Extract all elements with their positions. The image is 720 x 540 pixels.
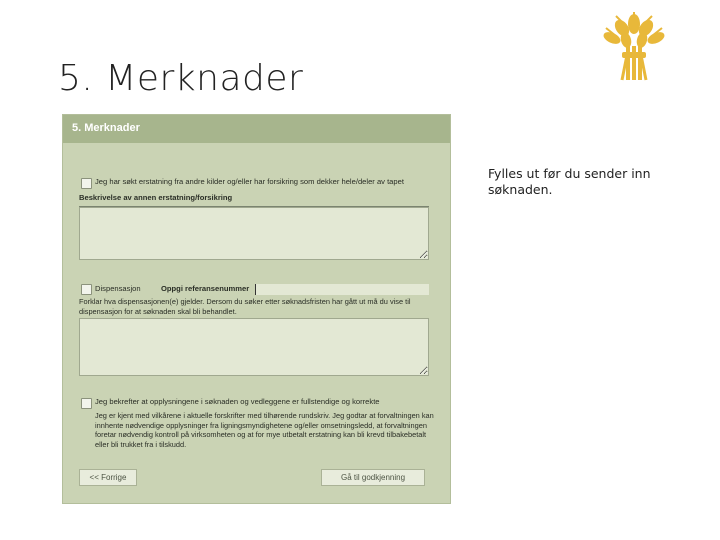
dispensation-description: Forklar hva dispensasjonen(e) gjelder. Dersom du søker etter søknadsfristen har gått ut må du vise til dispensasjon for at søknaden skal bli behandlet. [79, 297, 411, 316]
reference-number-input[interactable] [255, 284, 429, 295]
confirm-description: Jeg er kjent med vilkårene i aktuelle forskrifter med tilhørende rundskriv. Jeg godtar at forvaltningen kan innhente nødvendige opplysninger fra ligningsmyndighetene og/eller omsetningsledd, at forvaltningen foretar nødvendig kontroll på virksomheten og at for mye utbetalt erstatning kan bli krevd tilbakebetalt eller bli trukket fra i tilskudd. [95, 411, 434, 449]
confirm-checkbox[interactable] [81, 398, 92, 409]
previous-button[interactable]: << Forrige [79, 469, 137, 486]
reference-number-label: Oppgi referansenummer [161, 284, 250, 293]
slide-title: 5. Merknader [58, 58, 304, 99]
side-note: Fylles ut før du sender inn søknaden. [488, 166, 651, 197]
go-to-approval-button[interactable]: Gå til godkjenning [321, 469, 425, 486]
compensation-textarea[interactable] [79, 207, 429, 260]
confirm-checkbox-label: Jeg bekrefter at opplysningene i søknaden og vedleggene er fullstendige og korrekte [95, 397, 380, 406]
compensation-checkbox[interactable] [81, 178, 92, 189]
wheat-sheaf-icon [596, 10, 672, 82]
compensation-checkbox-label: Jeg har søkt erstatning fra andre kilder og/eller har forsikring som dekker hele/deler av tapet [95, 177, 404, 186]
form-screenshot [62, 114, 451, 504]
dispensation-textarea[interactable] [79, 318, 429, 376]
form-header [63, 115, 450, 143]
compensation-description-label: Beskrivelse av annen erstatning/forsikring [79, 193, 233, 202]
form-header-title: 5. Merknader [72, 122, 140, 134]
dispensation-checkbox-label: Dispensasjon [95, 284, 141, 293]
dispensation-checkbox[interactable] [81, 284, 92, 295]
